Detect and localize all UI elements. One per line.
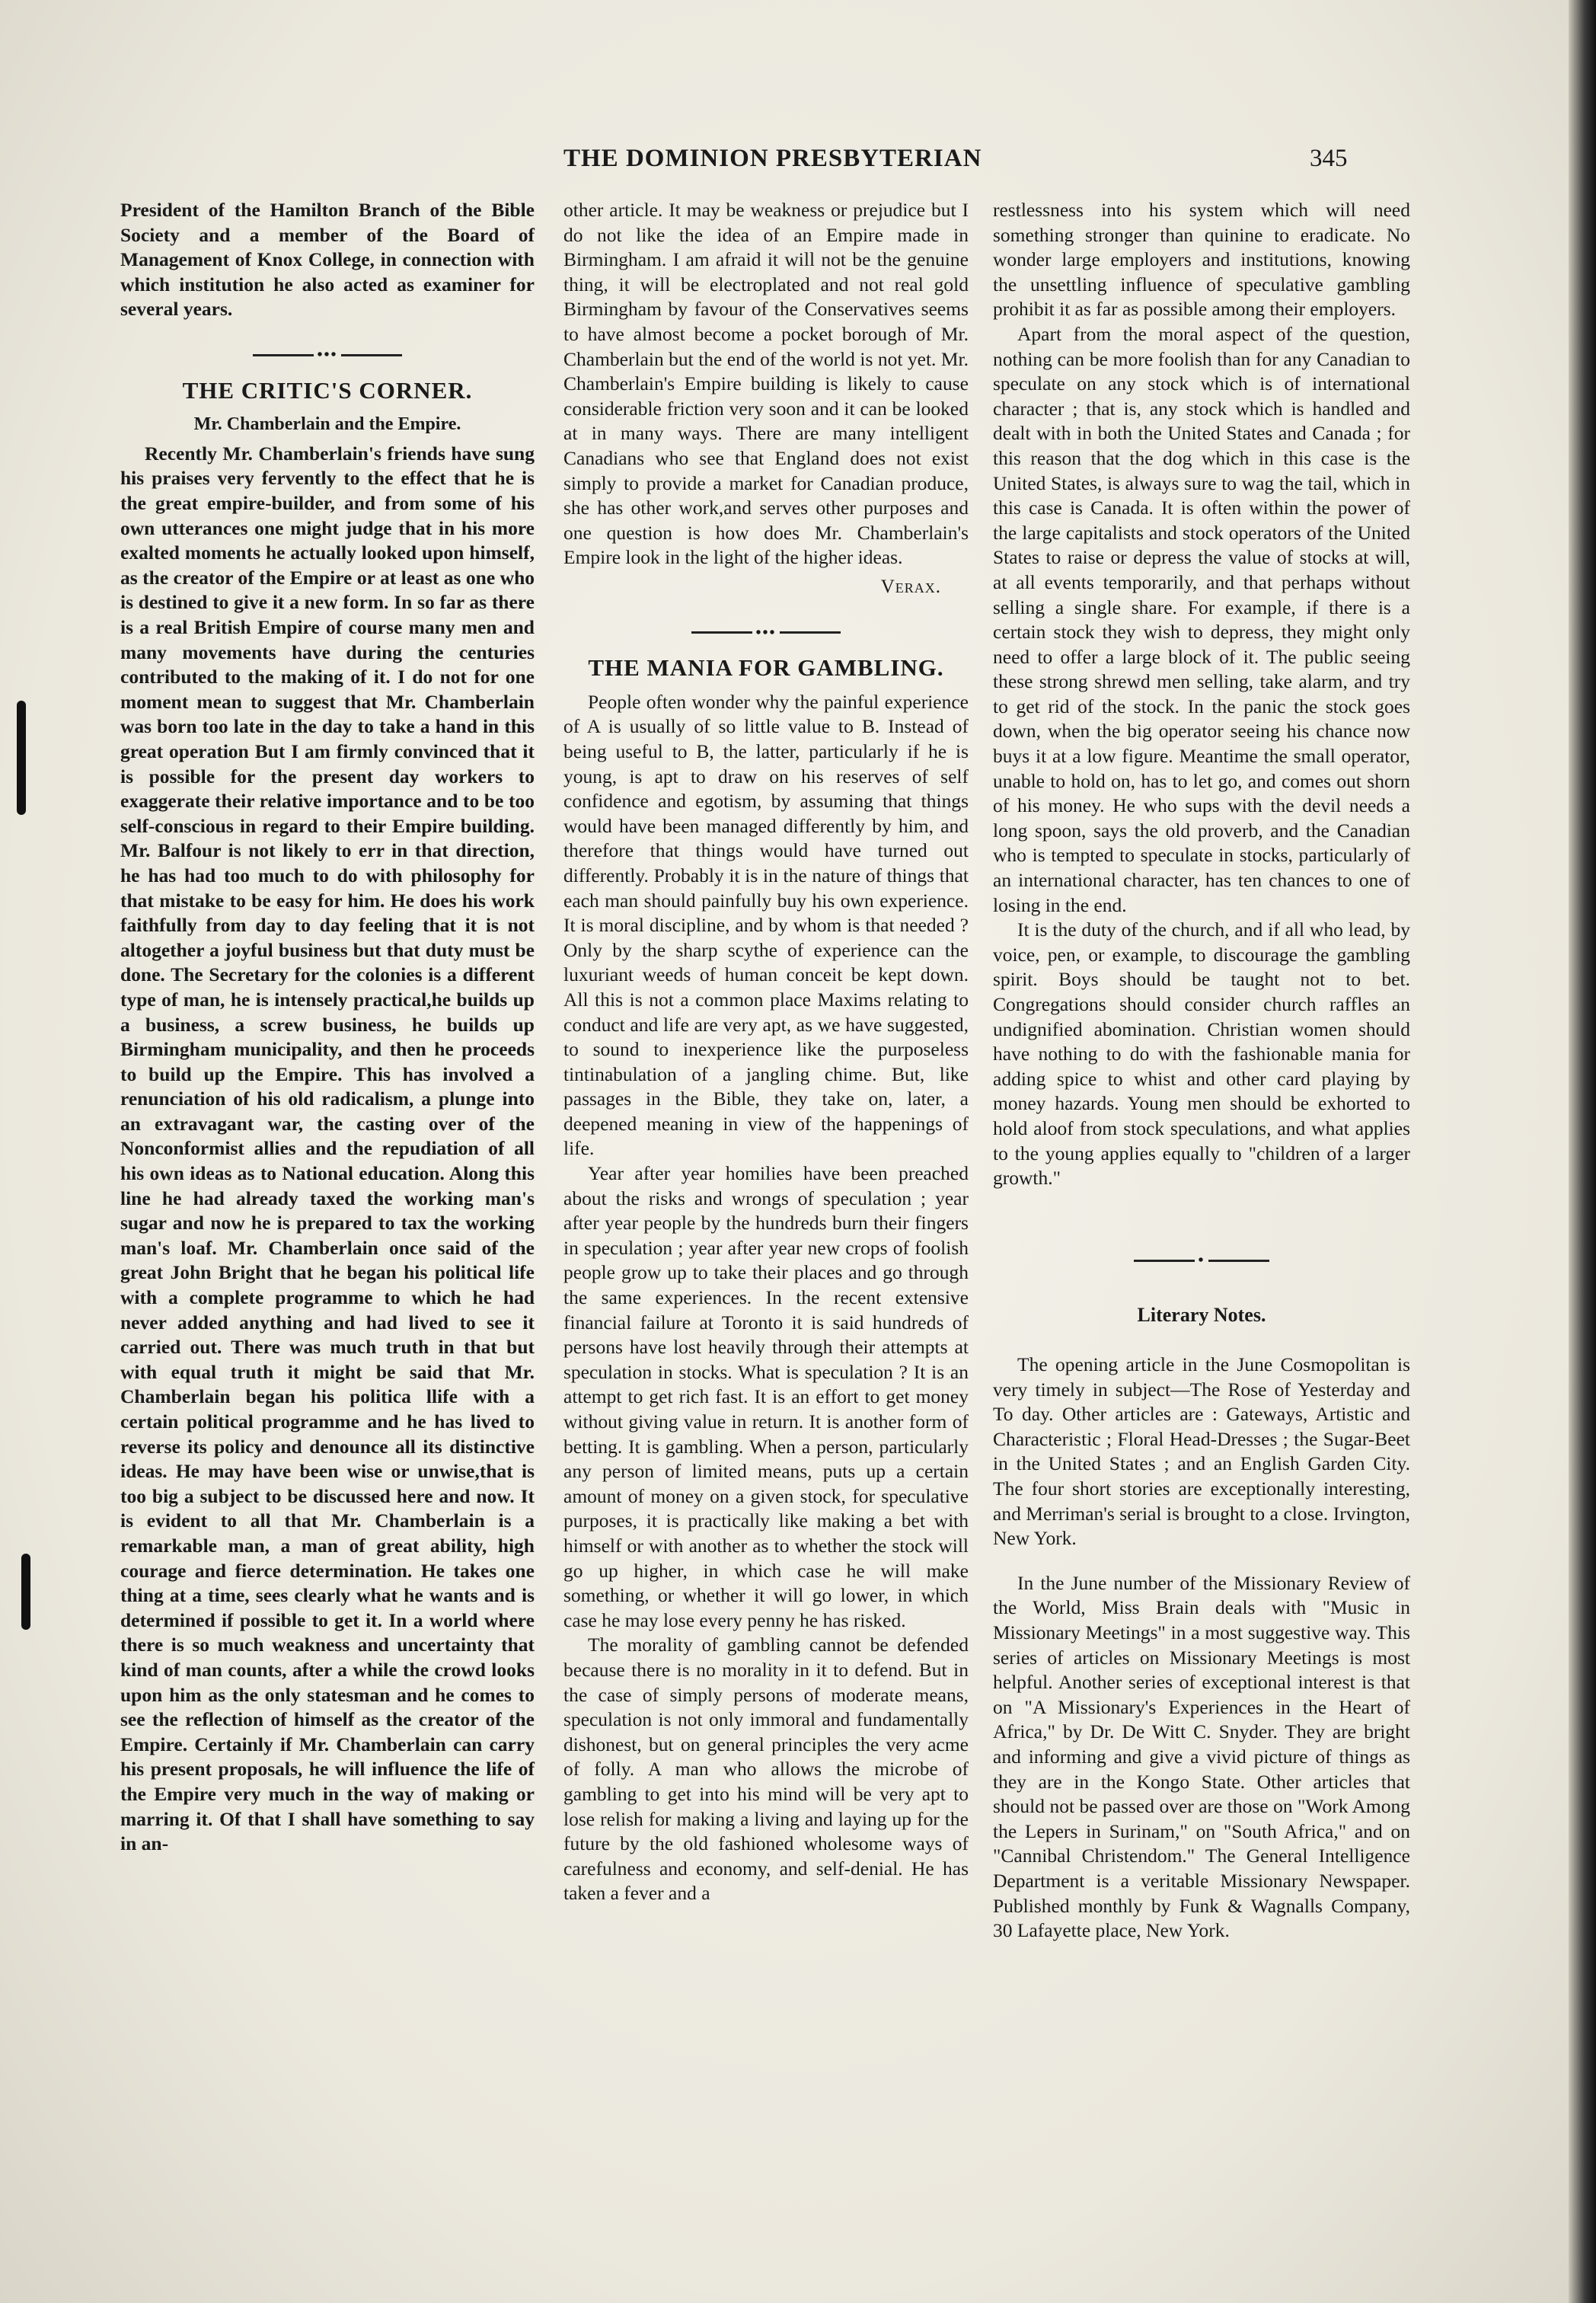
scan-edge — [1569, 0, 1596, 2303]
gambling-paragraph-1: People often wonder why the painful experience of A is usually of so little value to B. Instead of being useful to B, the latter, particularly if he is young, is apt to draw on his reserves of self confidence and egotism, by assuming that things would have been managed differently by him, and therefore that things would have turned out differently. Probably it is in the nature of things that each man should painfully buy his own experience. It is moral discipline, and by whom is that needed ? Only by the sharp scythe of experience can the luxuriant weeds of human conceit be kept down. All this is not a common place Maxims relating to conduct and life are very apt, as we have suggested, to sound to inexperience like the purposeless tintinabulation of a jangling chime. But, like passages in the Bible, they take on, later, a deepened meaning in view of the happenings of life. — [563, 690, 969, 1160]
gambling-paragraph-5: It is the duty of the church, and if all who lead, by voice, pen, or example, to discourage the gambling spirit. Boys should be taught not to bet. Congregations should consider church raffles an undignified abomination. Christian women should have nothing to do with the fashionable mania for adding spice to whist and other card playing by money hazards. Young men should be exhorted to hold aloof from stock speculations, and what applies to the young applies equally to "children of a larger growth." — [993, 918, 1410, 1190]
column-1 — [120, 198, 535, 1857]
article-continuation: other article. It may be weakness or prejudice but I do not like the idea of an Empire made in Birmingham. I am afraid it will not be the genuine thing, it will be electroplated and not real gold Birmingham by favour of the Conservatives seems to have almost become a pocket borough of Mr. Chamberlain but the end of the world is not yet. Mr. Chamberlain's Empire building is likely to cause considerable friction very soon and it can be looked at in many ways. There are many intelligent Canadians who see that England does not exist simply to provide a market for Canadian produce, she has other work,and serves other purposes and one question is how does Mr. Chamberlain's Empire look in the light of the higher ideas. — [563, 199, 969, 569]
ornament-divider: • — [993, 1247, 1410, 1273]
gambling-continuation: restlessness into his system which will need something stronger than quinine to eradicate. No wonder large employers and institutions, knowing the unsettling influence of speculative gambling prohibit it as far as possible among their employers. — [993, 199, 1410, 321]
article-signature: Verax. — [880, 576, 941, 597]
column-2 — [563, 198, 969, 1906]
ornament-divider: ••• — [120, 342, 535, 368]
section-title-critics-corner: THE CRITIC'S CORNER. — [182, 376, 473, 404]
obituary-ending: President of the Hamilton Branch of the Bible Society and a member of the Board of Management of Knox College, in connection with which institution he also acted as examiner for several years. — [120, 199, 535, 321]
gambling-paragraph-3: The morality of gambling cannot be defended because there is no morality in it to defend. But in the case of simply persons of moderate means, speculation is not only immoral and fundamentally dishonest, but on general principles the very acme of folly. A man who allows the microbe of gambling to get into his mind will be very apt to lose relish for making a living and laying up for the future by the old fashioned wholesome ways of carefulness and economy, and self-denial. He has taken a fever and a — [563, 1634, 969, 1905]
literary-note-missionary-review: In the June number of the Missionary Review of the World, Miss Brain deals with "Music in Missionary Meetings" in a most suggestive way. This series of articles on Missionary Meetings is most helpful. Another series of exceptional interest is that on "A Missionary's Experiences in the Heart of Africa," by Dr. De Witt C. Snyder. They are bright and informing and give a vivid picture of things as they are in the Kongo State. Other articles that should not be passed over are those on "Work Among the Lepers in Surinam," on "South Africa," and on "Cannibal Christendom." The General Intelligence Department is a veritable Missionary Newspaper. Published monthly by Funk & Wagnalls Company, 30 Lafayette place, New York. — [993, 1571, 1410, 1942]
page-header — [563, 145, 1401, 183]
section-title-literary-notes: Literary Notes. — [1137, 1304, 1266, 1327]
scan-mark-upper — [17, 701, 26, 815]
ornament-divider: ••• — [563, 620, 969, 646]
article-body-chamberlain: Recently Mr. Chamberlain's friends have sung his praises very fervently to the effect that he is the great empire-builder, and from some of his own utterances one might judge that in his more exalted moments he actually looked upon himself, as the creator of the Empire or at least as one who is destined to give it a new form. In so far as there is a real British Empire of course many men and many movements have during the centuries contributed to the making of it. I do not for one moment mean to suggest that Mr. Chamberlain was born too late in the day to take a hand in this great operation But I am firmly convinced that it is possible for the present day workers to exaggerate their relative importance and to be too self-conscious in regard to their Empire building. Mr. Balfour is not likely to err in that direction, he has had too much to do with philosophy for that mistake to be easy for him. He does his work faithfully from day to day feeling that it is not altogether a joyful business but that duty must be done. The Secretary for the colonies is a different type of man, he is intensely practical,he builds up a business, a screw business, he builds up Birmingham municipality, and then he proceeds to build up the Empire. This has involved a renunciation of his old radicalism, a plunge into an extravagant war, the casting over of the Nonconformist allies and the repudiation of all his own ideas as to National education. Along this line he had already taxed the working man's sugar and now he is prepared to tax the working man's loaf. Mr. Chamberlain once said of the great John Bright that he began his political life with a complete programme to which he had never added anything and had lived to see it carried out. There was much truth in that but with equal truth it might be said that Mr. Chamberlain began his politica llife with a certain political programme and he has lived to reverse its policy and denounce all its distinctive ideas. He may have been wise or unwise,that is too big a subject to be discussed here and now. It is evident to all that Mr. Chamberlain is a remarkable man, a man of great ability, high courage and fierce determination. He takes one thing at a time, sees clearly what he wants and is determined if possible to get it. In a world where there is so much weakness and uncertainty that kind of man counts, after a while the crowd looks upon him as the only statesman and he comes to see the reflection of himself as the creator of the Empire. Certainly if Mr. Chamberlain can carry his present proposals, he will influence the life of the Empire very much in the way of making or marring it. Of that I shall have something to say in an- — [120, 442, 535, 1855]
gambling-paragraph-4: Apart from the moral aspect of the question, nothing can be more foolish than for any Canadian to speculate on any stock which is of international character ; that is, any stock which is handled and dealt with in both the United States and Canada ; for this reason that the dog which in this case is the United States, is always sure to wag the tail, which in this case is Canada. It is often within the power of the large capitalists and stock operators of the United States to raise or depress the value of stocks at will, at all events temporarily, and that perhaps without selling a single share. For example, if there is a certain stock they wish to depress, they might only need to offer a large block of it. The public seeing these strong shrewd men selling, take alarm, and try to get rid of the stock. In the panic the stock goes down, when the big operator seeing his chance now buys it at a low figure. Meantime the small operator, unable to hold on, has to let go, and comes out shorn of his money. He who sups with the devil needs a long spoon, says the old proverb, and the Canadian who is tempted to speculate in stocks, particularly of an international character, has ten chances to one of losing in the end. — [993, 322, 1410, 916]
section-title-gambling: THE MANIA FOR GAMBLING. — [588, 654, 944, 682]
scan-mark-lower — [21, 1554, 30, 1630]
literary-note-cosmopolitan: The opening article in the June Cosmopolitan is very timely in subject—The Rose of Yesterday and To day. Other articles are : Gateways, Artistic and Characteristic ; Floral Head-Dresses ; the Sugar-Beet in the United States ; and an English Garden City. The four short stories are exceptionally interesting, and Merriman's serial is brought to a close. Irvington, New York. — [993, 1353, 1410, 1550]
column-3 — [993, 198, 1410, 1944]
gambling-paragraph-2: Year after year homilies have been preached about the risks and wrongs of speculation ; year after year people by the hundreds burn their fingers in speculation ; year after year new crops of foolish people grow up to take their places and go through the same experiences. In the recent extensive financial failure at Toronto it is said hundreds of persons have lost heavily through their attempts at speculation in stocks. What is speculation ? It is an attempt to get rich fast. It is an effort to get money without giving value in return. It is another form of betting. It is gambling. When a person, particularly any person of limited means, puts up a certain amount of money on a given stock, for speculative purposes, it is practically like making a bet with himself or with another as to whether the stock will go up higher, in which case he will make something, or whether it will go lower, in which case he may lose every penny he has risked. — [563, 1162, 969, 1631]
page-number: 345 — [1310, 145, 1348, 172]
running-head: THE DOMINION PRESBYTERIAN — [563, 145, 982, 172]
article-title-chamberlain: Mr. Chamberlain and the Empire. — [193, 414, 461, 435]
